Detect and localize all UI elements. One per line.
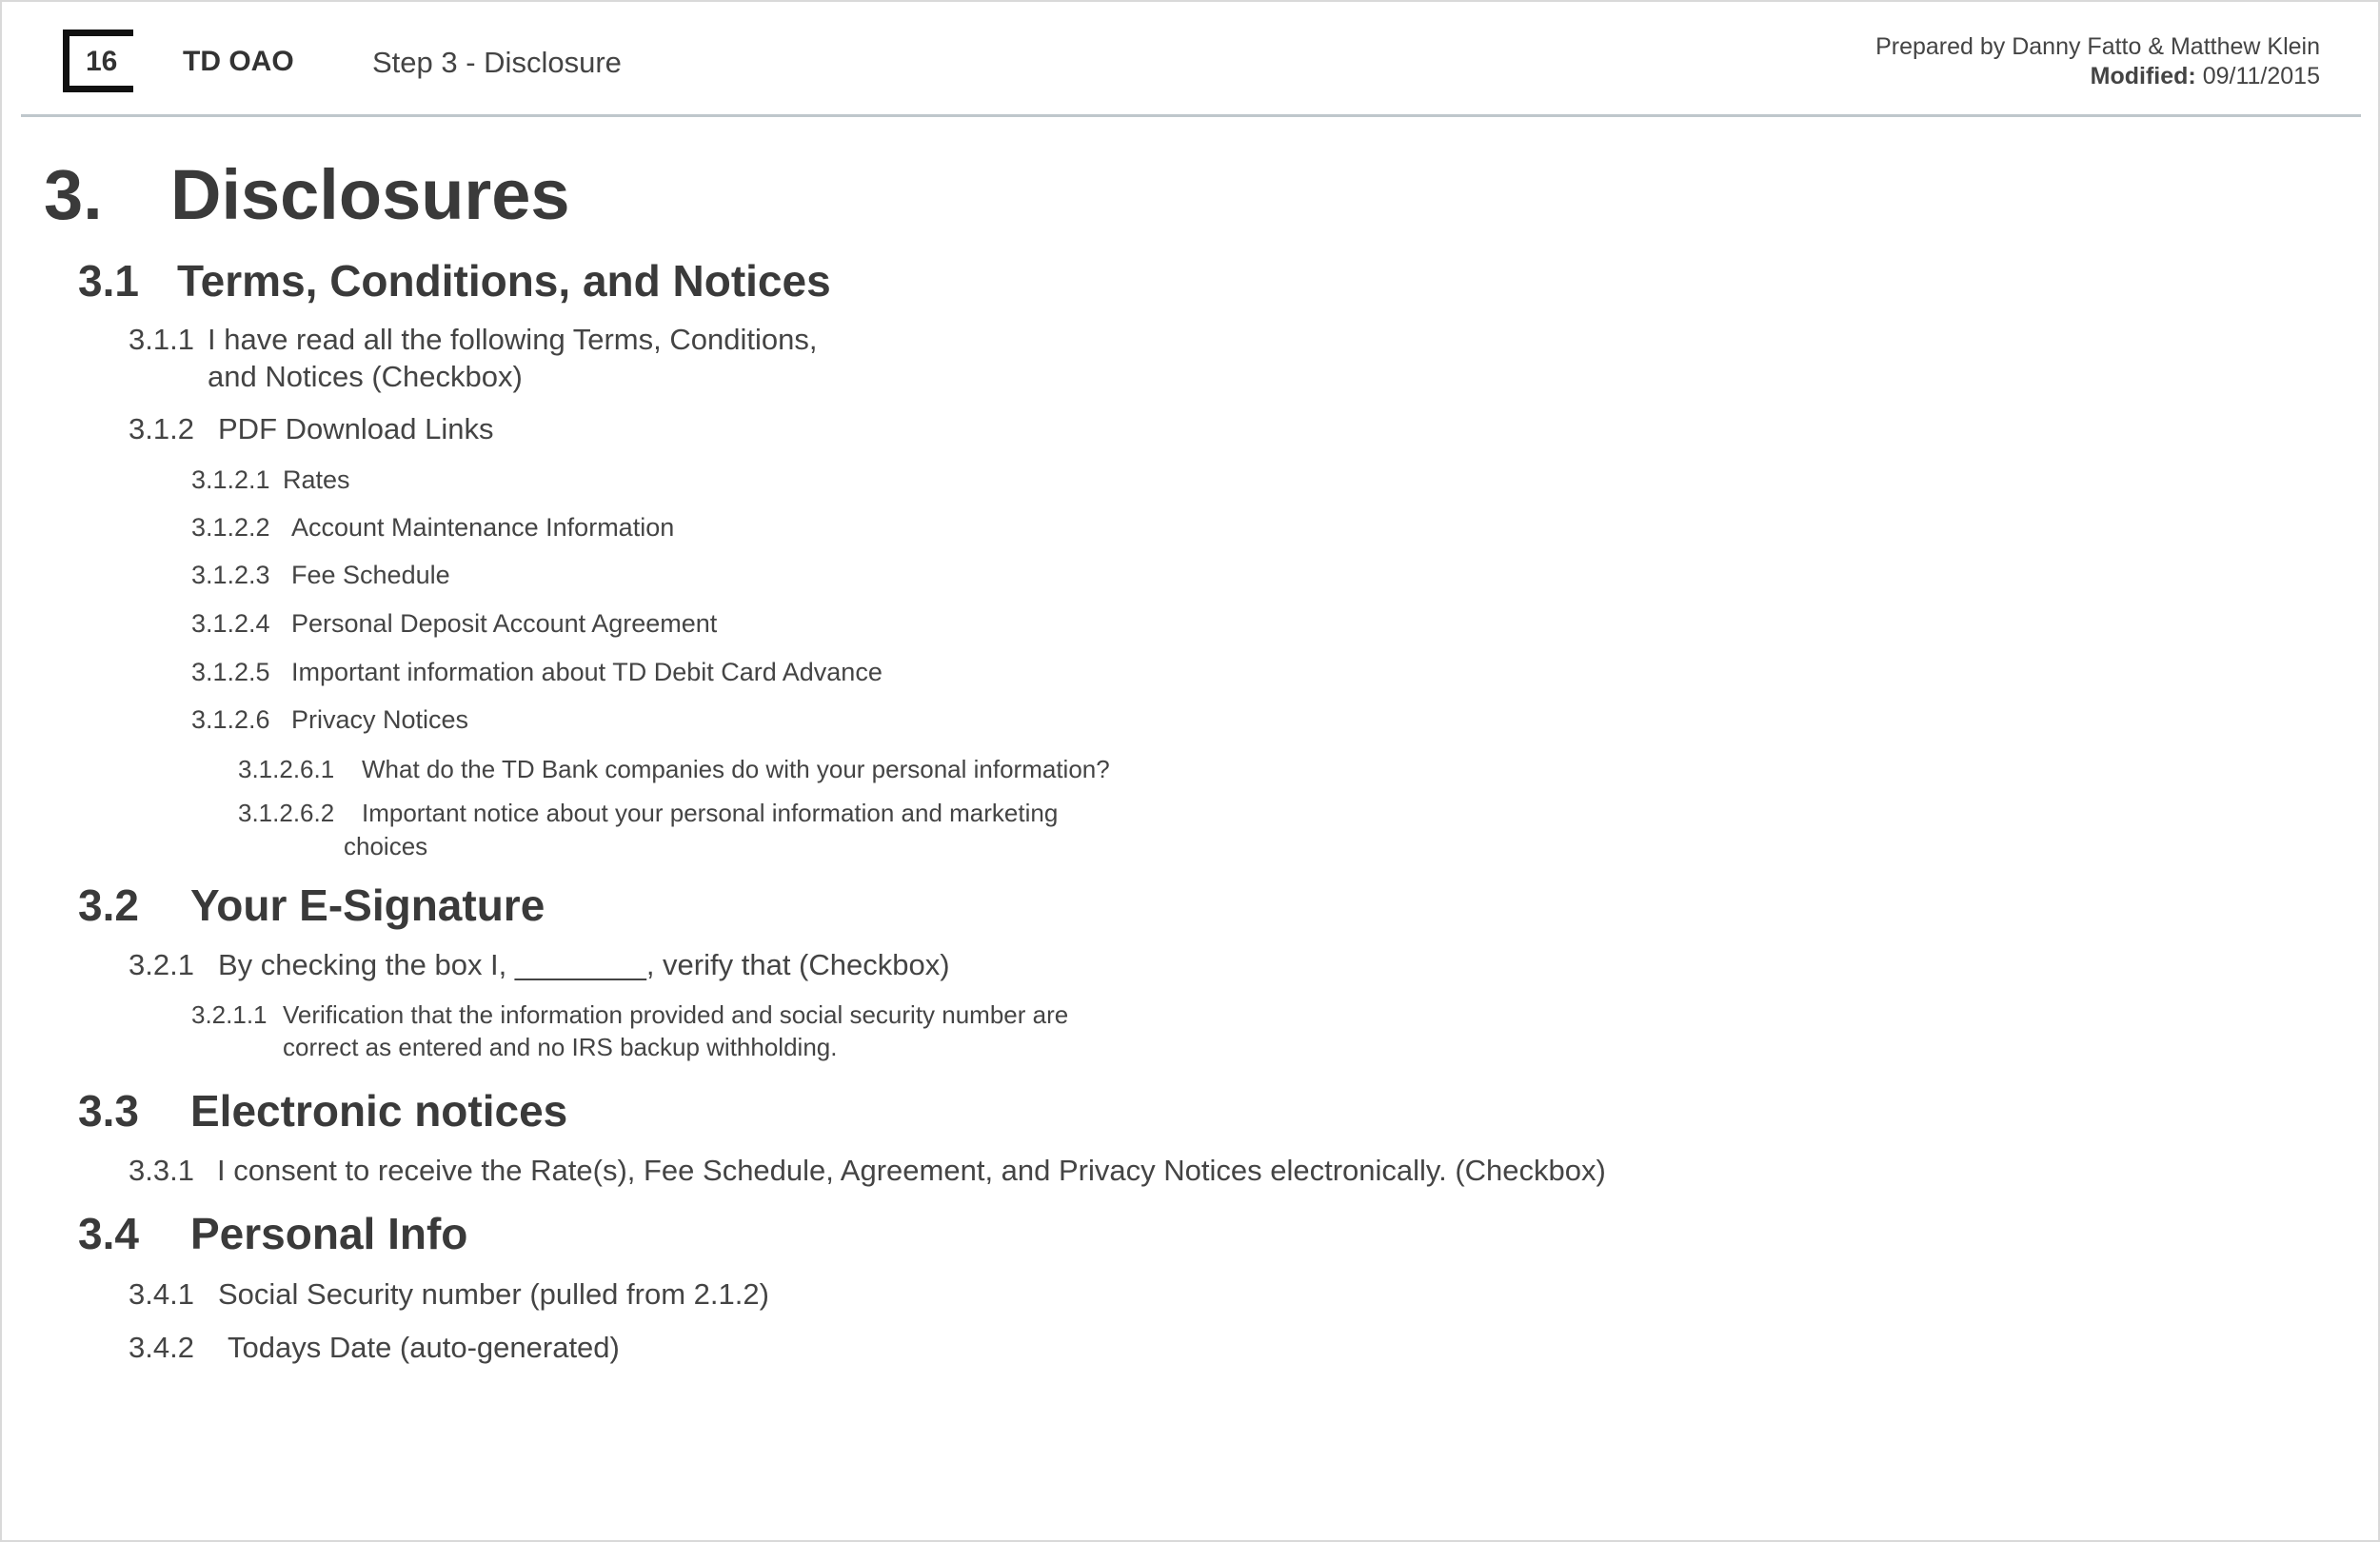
section-number: 3.2 [78,880,139,930]
step-title: Step 3 - Disclosure [372,46,622,79]
pdf-link-debit-card-advance[interactable]: Important information about TD Debit Card Advance [291,658,883,686]
link-number: 3.1.2.6.1 [238,755,335,783]
link-number: 3.1.2.6.2 [238,799,335,827]
item-text: PDF Download Links [218,412,494,445]
item-text: By checking the box I, ________, verify that (Checkbox) [218,948,950,981]
page-number: 16 [86,46,118,77]
section-number: 3.1 [78,256,139,306]
item-number: 3.3.1 [129,1154,194,1187]
section-title: Your E-Signature [190,880,545,930]
item-number: 3.2.1.1 [191,1000,268,1029]
privacy-link-personal-info[interactable]: What do the TD Bank companies do with your personal information? [362,755,1110,783]
pdf-link-deposit-agreement[interactable]: Personal Deposit Account Agreement [291,609,718,638]
link-number: 3.1.2.5 [191,658,270,686]
heading-number: 3. [44,155,103,234]
section-number: 3.4 [78,1209,139,1258]
page-title: Disclosures [170,155,570,234]
item-number: 3.1.1 [129,323,194,356]
link-number: 3.1.2.4 [191,609,270,638]
item-text: Social Security number (pulled from 2.1.2) [218,1277,769,1311]
pdf-link-rates[interactable]: Rates [283,465,350,494]
section-title: Personal Info [190,1209,468,1258]
modified-label: Modified: [2090,63,2196,89]
link-number: 3.1.2.1 [191,465,270,494]
app-name: TD OAO [183,46,294,77]
modified-date: 09/11/2015 [2202,63,2320,89]
pdf-link-fee-schedule[interactable]: Fee Schedule [291,561,450,589]
item-number: 3.2.1 [129,948,194,981]
item-number: 3.4.2 [129,1331,194,1364]
item-text-cont: and Notices (Checkbox) [208,360,523,393]
link-number: 3.1.2.2 [191,513,270,542]
section-title: Electronic notices [190,1086,568,1136]
link-number: 3.1.2.3 [191,561,270,589]
header-divider [21,114,2361,117]
item-number: 3.1.2 [129,412,194,445]
prepared-by: Prepared by Danny Fatto & Matthew Klein [1875,33,2320,60]
item-text: Todays Date (auto-generated) [228,1331,620,1364]
link-number: 3.1.2.6 [191,705,270,734]
item-number: 3.4.1 [129,1277,194,1311]
pdf-link-account-maintenance[interactable]: Account Maintenance Information [291,513,675,542]
item-text-cont: correct as entered and no IRS backup withholding. [283,1033,838,1061]
privacy-link-marketing-choices[interactable]: Important notice about your personal information and marketing [362,799,1059,827]
item-text: Verification that the information provided and social security number are [283,1000,1069,1029]
pdf-link-privacy-notices[interactable]: Privacy Notices [291,705,469,734]
section-number: 3.3 [78,1086,139,1136]
section-title: Terms, Conditions, and Notices [177,256,831,306]
modified-line [2091,63,2320,90]
item-text: I have read all the following Terms, Conditions, [208,323,818,356]
item-text: I consent to receive the Rate(s), Fee Schedule, Agreement, and Privacy Notices electronically. (Checkbox) [217,1154,1606,1187]
privacy-link-marketing-choices-cont[interactable]: choices [344,832,428,860]
